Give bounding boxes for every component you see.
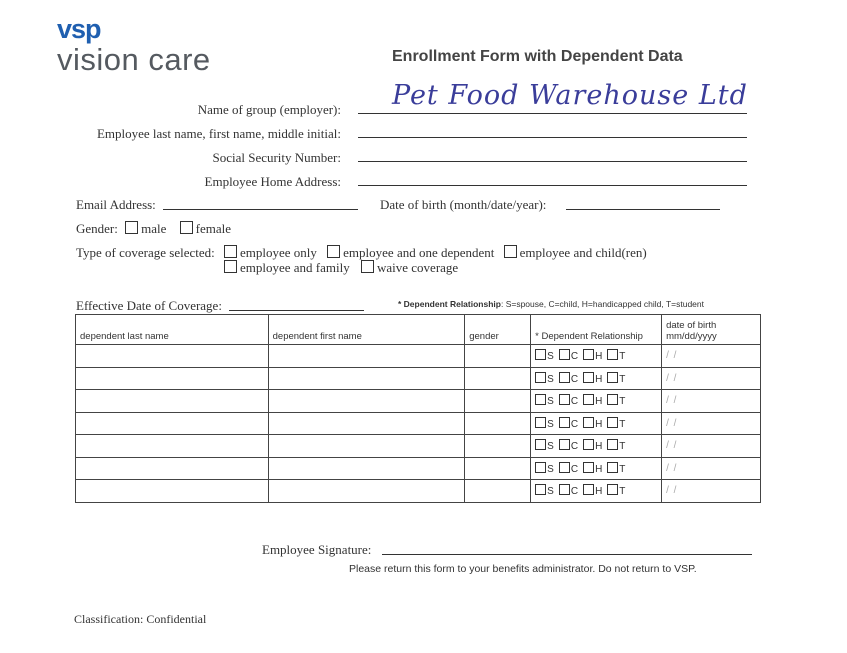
relationship-option <box>583 464 602 475</box>
table-row <box>76 390 761 413</box>
relationship-cell <box>531 480 662 503</box>
relationship-option-label: H <box>595 486 603 498</box>
gender-cell[interactable] <box>465 345 531 368</box>
relationship-checkbox-c[interactable] <box>559 394 570 405</box>
relationship-option-label: T <box>619 441 626 453</box>
relationship-option-label: S <box>547 396 554 408</box>
coverage-label: Type of coverage selected: <box>76 245 215 260</box>
gender-cell[interactable] <box>465 435 531 458</box>
male-checkbox[interactable] <box>125 221 138 234</box>
gender-cell[interactable] <box>465 480 531 503</box>
coverage-row-2 <box>224 260 458 276</box>
relationship-option-label: C <box>570 486 579 498</box>
relationship-option <box>535 486 554 497</box>
dependent-last-name-cell[interactable] <box>76 480 269 503</box>
return-note: Please return this form to your benefits administrator. Do not return to VSP. <box>349 563 697 575</box>
relationship-option-label: T <box>619 396 626 408</box>
dob-cell[interactable]: / / <box>662 412 761 435</box>
relationship-checkbox-h[interactable] <box>583 417 594 428</box>
dob-cell[interactable]: / / <box>662 480 761 503</box>
relationship-cell <box>531 435 662 458</box>
relationship-option <box>607 351 625 362</box>
female-label: female <box>195 221 232 236</box>
relationship-option-label: C <box>570 373 579 385</box>
table-row <box>76 435 761 458</box>
dependent-last-name-cell[interactable] <box>76 457 269 480</box>
relationship-cell <box>531 345 662 368</box>
dependent-last-name-cell[interactable] <box>76 390 269 413</box>
relationship-checkbox-h[interactable] <box>583 484 594 495</box>
coverage-family-checkbox[interactable] <box>224 260 237 273</box>
relationship-checkbox-t[interactable] <box>607 372 618 383</box>
relationship-option-label: S <box>547 486 554 498</box>
dependent-table <box>75 314 761 503</box>
relationship-option <box>607 486 625 497</box>
male-label: male <box>141 221 167 236</box>
gender-cell[interactable] <box>465 390 531 413</box>
effective-date-label: Effective Date of Coverage: <box>76 298 222 313</box>
coverage-waive-checkbox[interactable] <box>361 260 374 273</box>
relationship-cell <box>531 412 662 435</box>
vision-care-logo-text: vision care <box>57 42 211 77</box>
relationship-checkbox-c[interactable] <box>559 349 570 360</box>
dependent-first-name-cell[interactable] <box>268 345 465 368</box>
gender-label: Gender: <box>76 221 118 236</box>
relationship-legend-text: : S=spouse, C=child, H=handicapped child, T=student <box>500 299 705 309</box>
relationship-option <box>607 374 625 385</box>
table-row <box>76 412 761 435</box>
relationship-legend-title: * Dependent Relationship <box>398 299 501 309</box>
signature-label: Employee Signature: <box>262 542 372 557</box>
relationship-checkbox-h[interactable] <box>583 439 594 450</box>
relationship-option-label: H <box>595 418 603 430</box>
relationship-checkbox-t[interactable] <box>607 484 618 495</box>
relationship-option <box>559 441 578 452</box>
email-field[interactable] <box>163 209 358 210</box>
relationship-checkbox-s[interactable] <box>535 439 546 450</box>
relationship-option-label: H <box>595 396 603 408</box>
relationship-option-label: H <box>595 351 603 363</box>
relationship-option <box>559 351 578 362</box>
relationship-checkbox-t[interactable] <box>607 394 618 405</box>
coverage-option-label: employee and child(ren) <box>519 245 647 260</box>
coverage-option-label: employee and family <box>240 260 350 275</box>
relationship-checkbox-s[interactable] <box>535 484 546 495</box>
dob-cell[interactable]: / / <box>662 457 761 480</box>
dependent-last-name-cell[interactable] <box>76 367 269 390</box>
dependent-first-name-cell[interactable] <box>268 435 465 458</box>
email-label: Email Address: <box>76 197 156 212</box>
relationship-option <box>535 396 554 407</box>
group-name-field[interactable] <box>358 113 747 114</box>
relationship-checkbox-c[interactable] <box>559 484 570 495</box>
relationship-option-label: T <box>619 463 626 475</box>
relationship-option <box>607 396 625 407</box>
relationship-option <box>559 374 578 385</box>
table-row <box>76 345 761 368</box>
relationship-checkbox-c[interactable] <box>559 417 570 428</box>
dob-cell[interactable]: / / <box>662 390 761 413</box>
coverage-option-label: waive coverage <box>377 260 459 275</box>
relationship-checkbox-c[interactable] <box>559 439 570 450</box>
relationship-checkbox-s[interactable] <box>535 462 546 473</box>
relationship-cell <box>531 457 662 480</box>
relationship-option <box>559 396 578 407</box>
coverage-one-dependent-checkbox[interactable] <box>327 245 340 258</box>
relationship-option-label: C <box>570 418 579 430</box>
dependent-last-name-cell[interactable] <box>76 412 269 435</box>
relationship-option-label: H <box>595 373 603 385</box>
signature-field[interactable] <box>382 554 752 555</box>
relationship-checkbox-t[interactable] <box>607 349 618 360</box>
relationship-option <box>583 374 602 385</box>
gender-row <box>76 221 231 237</box>
coverage-children-checkbox[interactable] <box>504 245 517 258</box>
relationship-option <box>583 396 602 407</box>
relationship-checkbox-h[interactable] <box>583 349 594 360</box>
relationship-option <box>607 464 625 475</box>
coverage-employee-only-checkbox[interactable] <box>224 245 237 258</box>
employee-name-field[interactable] <box>358 137 747 138</box>
relationship-option <box>559 419 578 430</box>
relationship-cell <box>531 390 662 413</box>
home-address-label: Employee Home Address: <box>204 174 341 189</box>
relationship-option-label: C <box>570 396 579 408</box>
relationship-option-label: S <box>547 351 554 363</box>
relationship-option-label: H <box>595 463 603 475</box>
dependent-first-name-cell[interactable] <box>268 390 465 413</box>
gender-cell[interactable] <box>465 457 531 480</box>
home-address-field[interactable] <box>358 185 747 186</box>
relationship-option <box>535 374 554 385</box>
relationship-option <box>607 419 625 430</box>
relationship-option-label: S <box>547 418 554 430</box>
relationship-cell <box>531 367 662 390</box>
dob-field[interactable] <box>566 209 720 210</box>
relationship-option <box>535 464 554 475</box>
relationship-option <box>607 441 625 452</box>
header-gender: gender <box>465 315 531 345</box>
gender-cell[interactable] <box>465 367 531 390</box>
relationship-option <box>583 486 602 497</box>
dob-label: Date of birth (month/date/year): <box>380 197 547 212</box>
table-row <box>76 457 761 480</box>
relationship-option-label: T <box>619 418 626 430</box>
dependent-first-name-cell[interactable] <box>268 367 465 390</box>
dob-cell[interactable]: / / <box>662 345 761 368</box>
dependent-first-name-cell[interactable] <box>268 480 465 503</box>
relationship-option-label: C <box>570 351 579 363</box>
vsp-logo: vsp <box>57 14 101 44</box>
effective-date-field[interactable] <box>229 310 364 311</box>
relationship-option-label: H <box>595 441 603 453</box>
group-name-handwritten: Pet Food Warehouse Ltd <box>392 80 748 111</box>
coverage-row-1 <box>224 245 647 261</box>
relationship-option-label: C <box>570 463 579 475</box>
relationship-checkbox-s[interactable] <box>535 394 546 405</box>
group-name-label: Name of group (employer): <box>197 102 341 117</box>
header-last-name: dependent last name <box>76 315 269 345</box>
header-relationship: * Dependent Relationship <box>531 315 662 345</box>
relationship-checkbox-t[interactable] <box>607 462 618 473</box>
ssn-field[interactable] <box>358 161 747 162</box>
relationship-option <box>583 351 602 362</box>
table-row <box>76 367 761 390</box>
coverage-option-label: employee only <box>240 245 317 260</box>
relationship-option-label: T <box>619 373 626 385</box>
relationship-checkbox-c[interactable] <box>559 372 570 383</box>
relationship-legend <box>398 299 704 309</box>
relationship-checkbox-c[interactable] <box>559 462 570 473</box>
ssn-label: Social Security Number: <box>212 150 341 165</box>
relationship-checkbox-h[interactable] <box>583 462 594 473</box>
relationship-option <box>535 419 554 430</box>
relationship-checkbox-h[interactable] <box>583 372 594 383</box>
form-title: Enrollment Form with Dependent Data <box>392 48 683 65</box>
coverage-option-label: employee and one dependent <box>343 245 495 260</box>
dependent-last-name-cell[interactable] <box>76 435 269 458</box>
relationship-option <box>559 464 578 475</box>
dob-cell[interactable]: / / <box>662 435 761 458</box>
relationship-option <box>559 486 578 497</box>
relationship-option-label: T <box>619 351 626 363</box>
relationship-checkbox-s[interactable] <box>535 349 546 360</box>
employee-name-label: Employee last name, first name, middle initial: <box>96 126 341 141</box>
dependent-first-name-cell[interactable] <box>268 412 465 435</box>
relationship-option-label: T <box>619 486 626 498</box>
relationship-option-label: C <box>570 441 579 453</box>
relationship-option-label: S <box>547 441 554 453</box>
relationship-checkbox-h[interactable] <box>583 394 594 405</box>
dependent-first-name-cell[interactable] <box>268 457 465 480</box>
relationship-checkbox-s[interactable] <box>535 417 546 428</box>
gender-cell[interactable] <box>465 412 531 435</box>
relationship-option-label: S <box>547 373 554 385</box>
dependent-last-name-cell[interactable] <box>76 345 269 368</box>
relationship-checkbox-t[interactable] <box>607 417 618 428</box>
header-first-name: dependent first name <box>268 315 465 345</box>
relationship-option <box>535 351 554 362</box>
relationship-option <box>583 441 602 452</box>
header-dob: date of birth mm/dd/yyyy <box>662 315 761 345</box>
table-row <box>76 480 761 503</box>
female-checkbox[interactable] <box>180 221 193 234</box>
relationship-checkbox-t[interactable] <box>607 439 618 450</box>
relationship-option <box>535 441 554 452</box>
relationship-option <box>583 419 602 430</box>
relationship-option-label: S <box>547 463 554 475</box>
dob-cell[interactable]: / / <box>662 367 761 390</box>
classification: Classification: Confidential <box>74 612 207 626</box>
relationship-checkbox-s[interactable] <box>535 372 546 383</box>
